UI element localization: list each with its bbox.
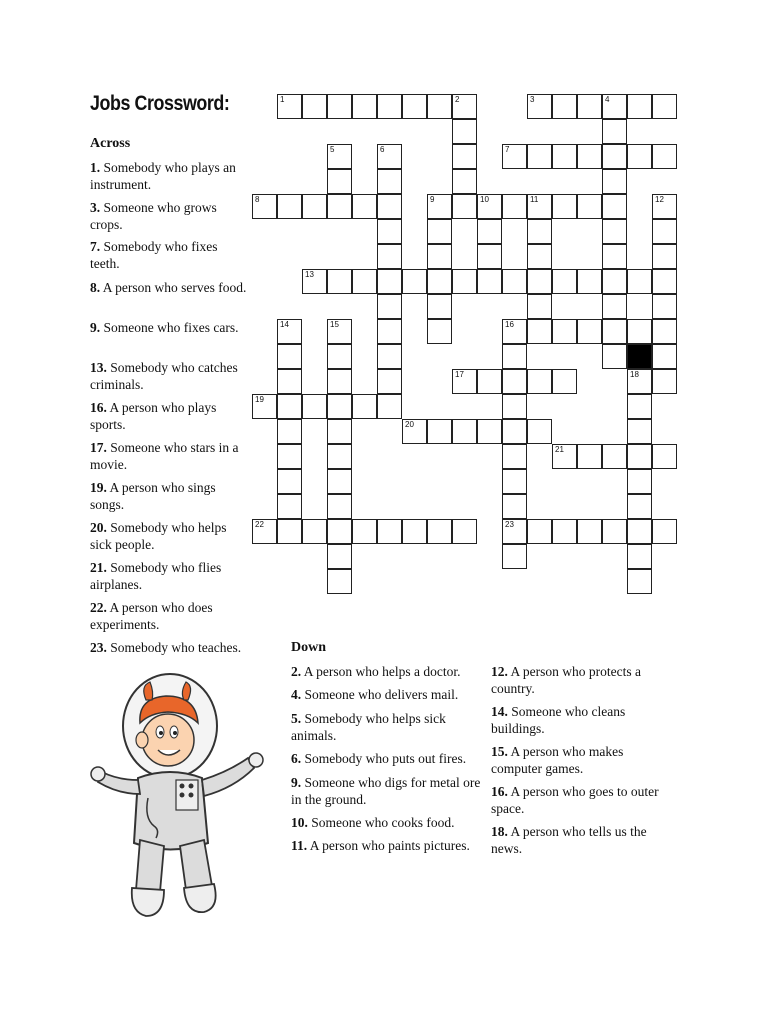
grid-cell[interactable] bbox=[252, 394, 277, 419]
grid-cell[interactable] bbox=[577, 194, 602, 219]
grid-cell[interactable] bbox=[277, 444, 302, 469]
grid-cell[interactable] bbox=[277, 94, 302, 119]
grid-cell[interactable] bbox=[377, 394, 402, 419]
grid-cell[interactable] bbox=[452, 169, 477, 194]
cell-number: 22 bbox=[255, 520, 264, 529]
grid-cell[interactable] bbox=[652, 194, 677, 219]
cell-number: 4 bbox=[605, 95, 610, 104]
clue-text: Someone who fixes cars. bbox=[100, 320, 239, 335]
cell-number: 1 bbox=[280, 95, 285, 104]
clue-number: 20. bbox=[90, 520, 107, 535]
grid-cell[interactable] bbox=[652, 369, 677, 394]
grid-cell[interactable] bbox=[602, 269, 627, 294]
clue-text: A person who helps a doctor. bbox=[301, 664, 461, 679]
grid-cell[interactable] bbox=[652, 244, 677, 269]
grid-cell[interactable] bbox=[452, 269, 477, 294]
grid-cell[interactable] bbox=[427, 194, 452, 219]
grid-cell[interactable] bbox=[327, 519, 352, 544]
grid-cell[interactable] bbox=[627, 569, 652, 594]
grid-cell[interactable] bbox=[552, 94, 577, 119]
grid-cell[interactable] bbox=[627, 469, 652, 494]
astronaut-illustration bbox=[88, 668, 273, 923]
clue-number: 17. bbox=[90, 440, 107, 455]
grid-cell[interactable] bbox=[602, 319, 627, 344]
grid-cell[interactable] bbox=[577, 269, 602, 294]
grid-cell[interactable] bbox=[302, 269, 327, 294]
grid-cell[interactable] bbox=[377, 269, 402, 294]
cell-number: 3 bbox=[530, 95, 535, 104]
grid-cell[interactable] bbox=[502, 469, 527, 494]
clue-number: 16. bbox=[90, 400, 107, 415]
grid-cell[interactable] bbox=[627, 419, 652, 444]
grid-cell[interactable] bbox=[577, 519, 602, 544]
grid-cell[interactable] bbox=[477, 419, 502, 444]
grid-cell[interactable] bbox=[277, 319, 302, 344]
grid-cell[interactable] bbox=[277, 494, 302, 519]
grid-cell[interactable] bbox=[377, 194, 402, 219]
clue-text: Somebody who helps sick people. bbox=[90, 520, 227, 552]
cell-number: 2 bbox=[455, 95, 460, 104]
clue-number: 21. bbox=[90, 560, 107, 575]
grid-cell[interactable] bbox=[377, 144, 402, 169]
grid-cell[interactable] bbox=[502, 494, 527, 519]
grid-cell[interactable] bbox=[527, 369, 552, 394]
cell-number: 21 bbox=[555, 445, 564, 454]
clue-number: 1. bbox=[90, 160, 101, 175]
grid-cell[interactable] bbox=[352, 194, 377, 219]
grid-cell[interactable] bbox=[352, 519, 377, 544]
clue-number: 13. bbox=[90, 360, 107, 375]
grid-cell[interactable] bbox=[552, 369, 577, 394]
grid-cell[interactable] bbox=[552, 194, 577, 219]
grid-cell[interactable] bbox=[427, 269, 452, 294]
grid-cell[interactable] bbox=[602, 219, 627, 244]
grid-cell[interactable] bbox=[602, 194, 627, 219]
clue-number: 10. bbox=[291, 815, 308, 830]
cell-number: 14 bbox=[280, 320, 289, 329]
grid-cell[interactable] bbox=[652, 519, 677, 544]
grid-cell[interactable] bbox=[352, 94, 377, 119]
grid-cell[interactable] bbox=[577, 94, 602, 119]
grid-cell[interactable] bbox=[377, 344, 402, 369]
grid-cell[interactable] bbox=[527, 194, 552, 219]
grid-cell[interactable] bbox=[452, 94, 477, 119]
across-heading: Across bbox=[90, 136, 131, 151]
grid-cell[interactable] bbox=[627, 394, 652, 419]
grid-cell[interactable] bbox=[527, 94, 552, 119]
grid-cell[interactable] bbox=[502, 394, 527, 419]
grid-cell[interactable] bbox=[327, 194, 352, 219]
grid-cell[interactable] bbox=[652, 294, 677, 319]
clue-text: Someone who digs for metal ore in the ground. bbox=[291, 775, 481, 807]
grid-cell[interactable] bbox=[327, 569, 352, 594]
grid-cell[interactable] bbox=[477, 194, 502, 219]
grid-cell[interactable] bbox=[377, 94, 402, 119]
clue-text: Someone who stars in a movie. bbox=[90, 440, 239, 472]
grid-cell[interactable] bbox=[502, 319, 527, 344]
grid-cell[interactable] bbox=[552, 319, 577, 344]
grid-cell[interactable] bbox=[352, 394, 377, 419]
grid-cell[interactable] bbox=[577, 144, 602, 169]
grid-cell[interactable] bbox=[277, 519, 302, 544]
grid-cell[interactable] bbox=[327, 319, 352, 344]
clue-text: Somebody who puts out fires. bbox=[301, 751, 467, 766]
grid-cell[interactable] bbox=[327, 444, 352, 469]
cell-number: 12 bbox=[655, 195, 664, 204]
grid-cell[interactable] bbox=[302, 194, 327, 219]
grid-cell[interactable] bbox=[652, 319, 677, 344]
grid-cell[interactable] bbox=[327, 419, 352, 444]
black-cell bbox=[627, 344, 652, 369]
grid-cell[interactable] bbox=[652, 444, 677, 469]
grid-cell[interactable] bbox=[577, 319, 602, 344]
grid-cell[interactable] bbox=[402, 419, 427, 444]
grid-cell[interactable] bbox=[452, 519, 477, 544]
grid-cell[interactable] bbox=[327, 269, 352, 294]
grid-cell[interactable] bbox=[552, 269, 577, 294]
clue-text: Someone who cooks food. bbox=[307, 815, 455, 830]
cell-number: 20 bbox=[405, 420, 414, 429]
grid-cell[interactable] bbox=[377, 319, 402, 344]
cell-number: 15 bbox=[330, 320, 339, 329]
grid-cell[interactable] bbox=[277, 369, 302, 394]
clue-text: Somebody who plays an instrument. bbox=[90, 160, 236, 192]
grid-cell[interactable] bbox=[627, 494, 652, 519]
cell-number: 13 bbox=[305, 270, 314, 279]
clue-number: 5. bbox=[291, 711, 302, 726]
cell-number: 17 bbox=[455, 370, 464, 379]
grid-cell[interactable] bbox=[627, 144, 652, 169]
clue-text: Someone who cleans buildings. bbox=[491, 704, 626, 736]
grid-cell[interactable] bbox=[327, 144, 352, 169]
grid-cell[interactable] bbox=[402, 94, 427, 119]
grid-cell[interactable] bbox=[627, 94, 652, 119]
grid-cell[interactable] bbox=[602, 169, 627, 194]
grid-cell[interactable] bbox=[327, 344, 352, 369]
clue-text: Someone who delivers mail. bbox=[301, 687, 459, 702]
clue-text: Somebody who teaches. bbox=[106, 640, 242, 655]
clue-number: 11. bbox=[291, 838, 308, 853]
grid-cell[interactable] bbox=[652, 144, 677, 169]
grid-cell[interactable] bbox=[452, 419, 477, 444]
grid-cell[interactable] bbox=[602, 294, 627, 319]
grid-cell[interactable] bbox=[327, 94, 352, 119]
clue-text: A person who paints pictures. bbox=[307, 838, 470, 853]
grid-cell[interactable] bbox=[402, 269, 427, 294]
grid-cell[interactable] bbox=[602, 444, 627, 469]
clue-text: A person who does experiments. bbox=[90, 600, 213, 632]
clue-text: Somebody who helps sick animals. bbox=[291, 711, 446, 743]
clue-number: 6. bbox=[291, 751, 302, 766]
page-title: Jobs Crossword: bbox=[90, 92, 230, 115]
grid-cell[interactable] bbox=[602, 519, 627, 544]
grid-cell[interactable] bbox=[627, 544, 652, 569]
grid-cell[interactable] bbox=[327, 369, 352, 394]
grid-cell[interactable] bbox=[502, 544, 527, 569]
down-heading: Down bbox=[291, 640, 327, 655]
clue-number: 8. bbox=[90, 280, 101, 295]
grid-cell[interactable] bbox=[327, 544, 352, 569]
grid-cell[interactable] bbox=[427, 294, 452, 319]
cell-number: 5 bbox=[330, 145, 335, 154]
grid-cell[interactable] bbox=[527, 519, 552, 544]
grid-cell[interactable] bbox=[302, 94, 327, 119]
clue-text: A person who plays sports. bbox=[90, 400, 217, 432]
grid-cell[interactable] bbox=[602, 244, 627, 269]
clue-number: 9. bbox=[291, 775, 302, 790]
cell-number: 11 bbox=[530, 195, 539, 204]
grid-cell[interactable] bbox=[252, 194, 277, 219]
cell-number: 6 bbox=[380, 145, 385, 154]
grid-cell[interactable] bbox=[377, 169, 402, 194]
grid-cell[interactable] bbox=[627, 319, 652, 344]
grid-cell[interactable] bbox=[477, 244, 502, 269]
grid-cell[interactable] bbox=[527, 269, 552, 294]
grid-cell[interactable] bbox=[377, 219, 402, 244]
grid-cell[interactable] bbox=[652, 344, 677, 369]
grid-cell[interactable] bbox=[602, 94, 627, 119]
grid-cell[interactable] bbox=[552, 444, 577, 469]
clue-text: Somebody who flies airplanes. bbox=[90, 560, 222, 592]
clue-number: 14. bbox=[491, 704, 508, 719]
grid-cell[interactable] bbox=[652, 269, 677, 294]
clue-number: 15. bbox=[491, 744, 508, 759]
grid-cell[interactable] bbox=[377, 369, 402, 394]
clue-number: 23. bbox=[90, 640, 107, 655]
grid-cell[interactable] bbox=[452, 119, 477, 144]
clue-number: 19. bbox=[90, 480, 107, 495]
grid-cell[interactable] bbox=[327, 169, 352, 194]
clue-number: 18. bbox=[491, 824, 508, 839]
grid-cell[interactable] bbox=[502, 269, 527, 294]
grid-cell[interactable] bbox=[652, 219, 677, 244]
grid-cell[interactable] bbox=[502, 344, 527, 369]
grid-cell[interactable] bbox=[527, 319, 552, 344]
clue-text: Somebody who catches criminals. bbox=[90, 360, 238, 392]
grid-cell[interactable] bbox=[377, 244, 402, 269]
grid-cell[interactable] bbox=[402, 519, 427, 544]
grid-cell[interactable] bbox=[552, 144, 577, 169]
grid-cell[interactable] bbox=[502, 369, 527, 394]
grid-cell[interactable] bbox=[602, 144, 627, 169]
grid-cell[interactable] bbox=[302, 519, 327, 544]
grid-cell[interactable] bbox=[327, 494, 352, 519]
grid-cell[interactable] bbox=[652, 94, 677, 119]
grid-cell[interactable] bbox=[427, 94, 452, 119]
grid-cell[interactable] bbox=[327, 469, 352, 494]
grid-cell[interactable] bbox=[477, 369, 502, 394]
grid-cell[interactable] bbox=[452, 144, 477, 169]
clue-number: 7. bbox=[90, 239, 101, 254]
clue-number: 9. bbox=[90, 320, 101, 335]
grid-cell[interactable] bbox=[627, 269, 652, 294]
cell-number: 18 bbox=[630, 370, 639, 379]
grid-cell[interactable] bbox=[502, 144, 527, 169]
cell-number: 10 bbox=[480, 195, 489, 204]
grid-cell[interactable] bbox=[627, 369, 652, 394]
clue-text: A person who sings songs. bbox=[90, 480, 216, 512]
grid-cell[interactable] bbox=[502, 444, 527, 469]
grid-cell[interactable] bbox=[302, 394, 327, 419]
clue-text: A person who serves food. bbox=[100, 280, 247, 295]
clue-number: 22. bbox=[90, 600, 107, 615]
grid-cell[interactable] bbox=[627, 444, 652, 469]
clue-text: A person who makes computer games. bbox=[491, 744, 624, 776]
grid-cell[interactable] bbox=[352, 269, 377, 294]
clue-number: 3. bbox=[90, 200, 101, 215]
grid-cell[interactable] bbox=[577, 444, 602, 469]
cell-number: 16 bbox=[505, 320, 514, 329]
grid-cell[interactable] bbox=[277, 344, 302, 369]
grid-cell[interactable] bbox=[427, 219, 452, 244]
grid-cell[interactable] bbox=[427, 419, 452, 444]
grid-cell[interactable] bbox=[527, 144, 552, 169]
grid-cell[interactable] bbox=[502, 419, 527, 444]
grid-cell[interactable] bbox=[627, 519, 652, 544]
grid-cell[interactable] bbox=[452, 194, 477, 219]
cell-number: 7 bbox=[505, 145, 510, 154]
grid-cell[interactable] bbox=[427, 519, 452, 544]
clue-text: A person who tells us the news. bbox=[491, 824, 647, 856]
grid-cell[interactable] bbox=[452, 369, 477, 394]
grid-cell[interactable] bbox=[502, 519, 527, 544]
clue-number: 4. bbox=[291, 687, 302, 702]
grid-cell[interactable] bbox=[527, 219, 552, 244]
grid-cell[interactable] bbox=[277, 194, 302, 219]
clue-text: A person who protects a country. bbox=[491, 664, 641, 696]
grid-cell[interactable] bbox=[277, 419, 302, 444]
clue-number: 16. bbox=[491, 784, 508, 799]
grid-cell[interactable] bbox=[427, 244, 452, 269]
grid-cell[interactable] bbox=[277, 394, 302, 419]
cell-number: 23 bbox=[505, 520, 514, 529]
cell-number: 19 bbox=[255, 395, 264, 404]
clue-text: A person who goes to outer space. bbox=[491, 784, 659, 816]
grid-cell[interactable] bbox=[277, 469, 302, 494]
grid-cell[interactable] bbox=[602, 344, 627, 369]
cell-number: 9 bbox=[430, 195, 435, 204]
clue-text: Someone who grows crops. bbox=[90, 200, 217, 232]
grid-cell[interactable] bbox=[377, 519, 402, 544]
clue-number: 2. bbox=[291, 664, 302, 679]
grid-cell[interactable] bbox=[477, 269, 502, 294]
grid-cell[interactable] bbox=[502, 194, 527, 219]
cell-number: 8 bbox=[255, 195, 260, 204]
grid-cell[interactable] bbox=[427, 319, 452, 344]
grid-cell[interactable] bbox=[527, 244, 552, 269]
grid-cell[interactable] bbox=[602, 119, 627, 144]
grid-cell[interactable] bbox=[327, 394, 352, 419]
grid-cell[interactable] bbox=[527, 419, 552, 444]
clue-text: Somebody who fixes teeth. bbox=[90, 239, 218, 271]
grid-cell[interactable] bbox=[252, 519, 277, 544]
grid-cell[interactable] bbox=[477, 219, 502, 244]
grid-cell[interactable] bbox=[552, 519, 577, 544]
grid-cell[interactable] bbox=[527, 294, 552, 319]
grid-cell[interactable] bbox=[377, 294, 402, 319]
clue-number: 12. bbox=[491, 664, 508, 679]
